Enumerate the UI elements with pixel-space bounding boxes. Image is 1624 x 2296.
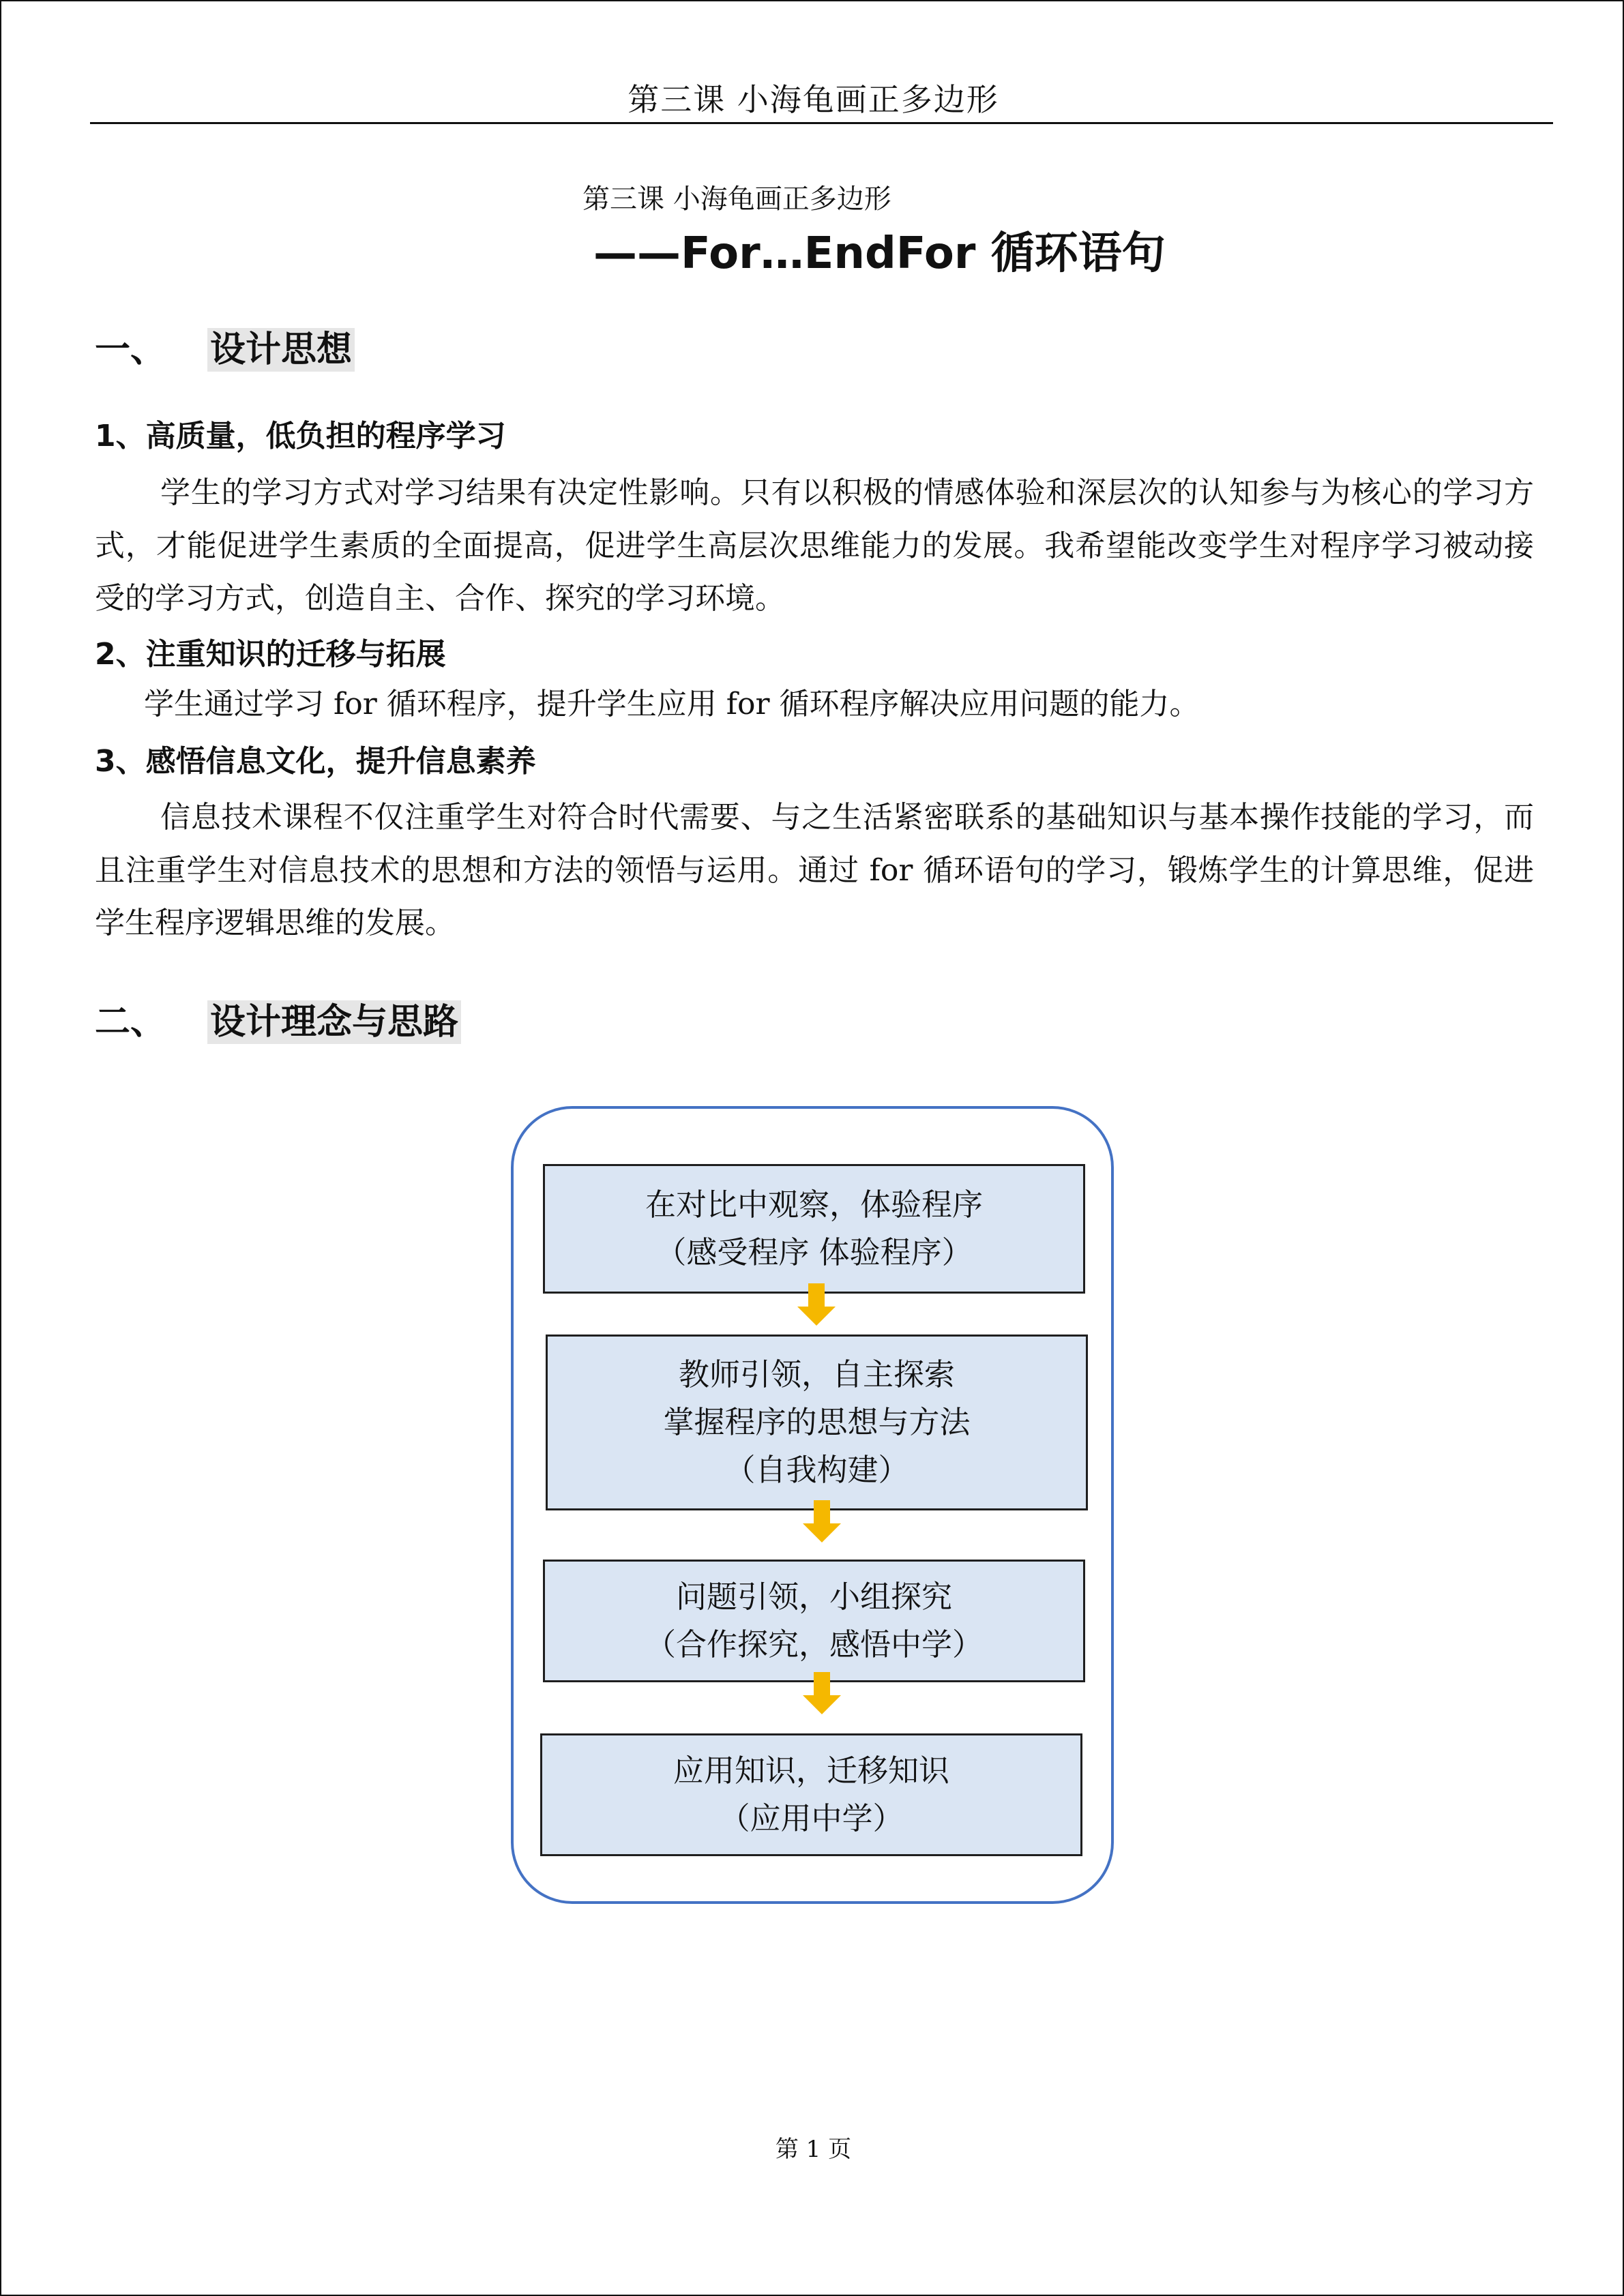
paragraph-1: 学生的学习方式对学习结果有决定性影响。只有以积极的情感体验和深层次的认知参与为核心的学习方式，才能促进学生素质的全面提高，促进学生高层次思维能力的发展。我希望能改变学生对程序学习被动接受的学习方式，创造自主、合作、探究的学习环境。 bbox=[95, 475, 1534, 616]
section-title: 设计理念与思路 bbox=[207, 1000, 461, 1044]
paragraph-2: 学生通过学习 for 循环程序，提升学生应用 for 循环程序解决应用问题的能力。 bbox=[144, 687, 1200, 721]
subsection-heading-3: 3、感悟信息文化，提升信息素养 bbox=[95, 744, 536, 779]
section-number: 二、 bbox=[95, 1002, 166, 1043]
step-line: （感受程序 体验程序） bbox=[655, 1234, 973, 1270]
header-rule bbox=[90, 122, 1553, 124]
step-line: （应用中学） bbox=[719, 1800, 904, 1836]
step-line: 在对比中观察，体验程序 bbox=[645, 1187, 983, 1223]
flowchart-step-4 bbox=[540, 1733, 1082, 1856]
step-line: 掌握程序的思想与方法 bbox=[663, 1404, 971, 1440]
document-subtitle: ——For…EndFor 循环语句 bbox=[593, 228, 1166, 279]
document-title: 第三课 小海龟画正多边形 bbox=[582, 183, 891, 215]
section-heading-1 bbox=[95, 320, 355, 372]
step-line: 问题引领，小组探究 bbox=[675, 1579, 952, 1615]
step-line: （自我构建） bbox=[724, 1452, 909, 1488]
page-number: 第 1 页 bbox=[775, 2136, 852, 2163]
down-arrow-icon bbox=[801, 1500, 842, 1544]
down-arrow-icon bbox=[796, 1283, 837, 1327]
down-arrow-icon bbox=[801, 1672, 842, 1716]
paragraph-3: 信息技术课程不仅注重学生对符合时代需要、与之生活紧密联系的基础知识与基本操作技能的学习，而且注重学生对信息技术的思想和方法的领悟与运用。通过 for 循环语句的学习，锻炼学生的计算思维，促进学生程序逻辑思维的发展。 bbox=[95, 800, 1534, 940]
section-title: 设计思想 bbox=[207, 328, 355, 372]
flowchart-step-2 bbox=[546, 1335, 1088, 1510]
step-line: 应用知识，迁移知识 bbox=[673, 1753, 949, 1789]
subsection-heading-2: 2、注重知识的迁移与拓展 bbox=[95, 637, 446, 672]
section-number: 一、 bbox=[95, 329, 166, 370]
running-header: 第三课 小海龟画正多边形 bbox=[628, 81, 999, 118]
section-heading-2 bbox=[95, 993, 461, 1044]
subsection-heading-1: 1、高质量，低负担的程序学习 bbox=[95, 419, 506, 453]
step-line: （合作探究，感悟中学） bbox=[645, 1626, 983, 1663]
flowchart-step-1 bbox=[543, 1164, 1085, 1294]
flowchart-step-3 bbox=[543, 1560, 1085, 1682]
step-line: 教师引领，自主探索 bbox=[678, 1356, 955, 1392]
